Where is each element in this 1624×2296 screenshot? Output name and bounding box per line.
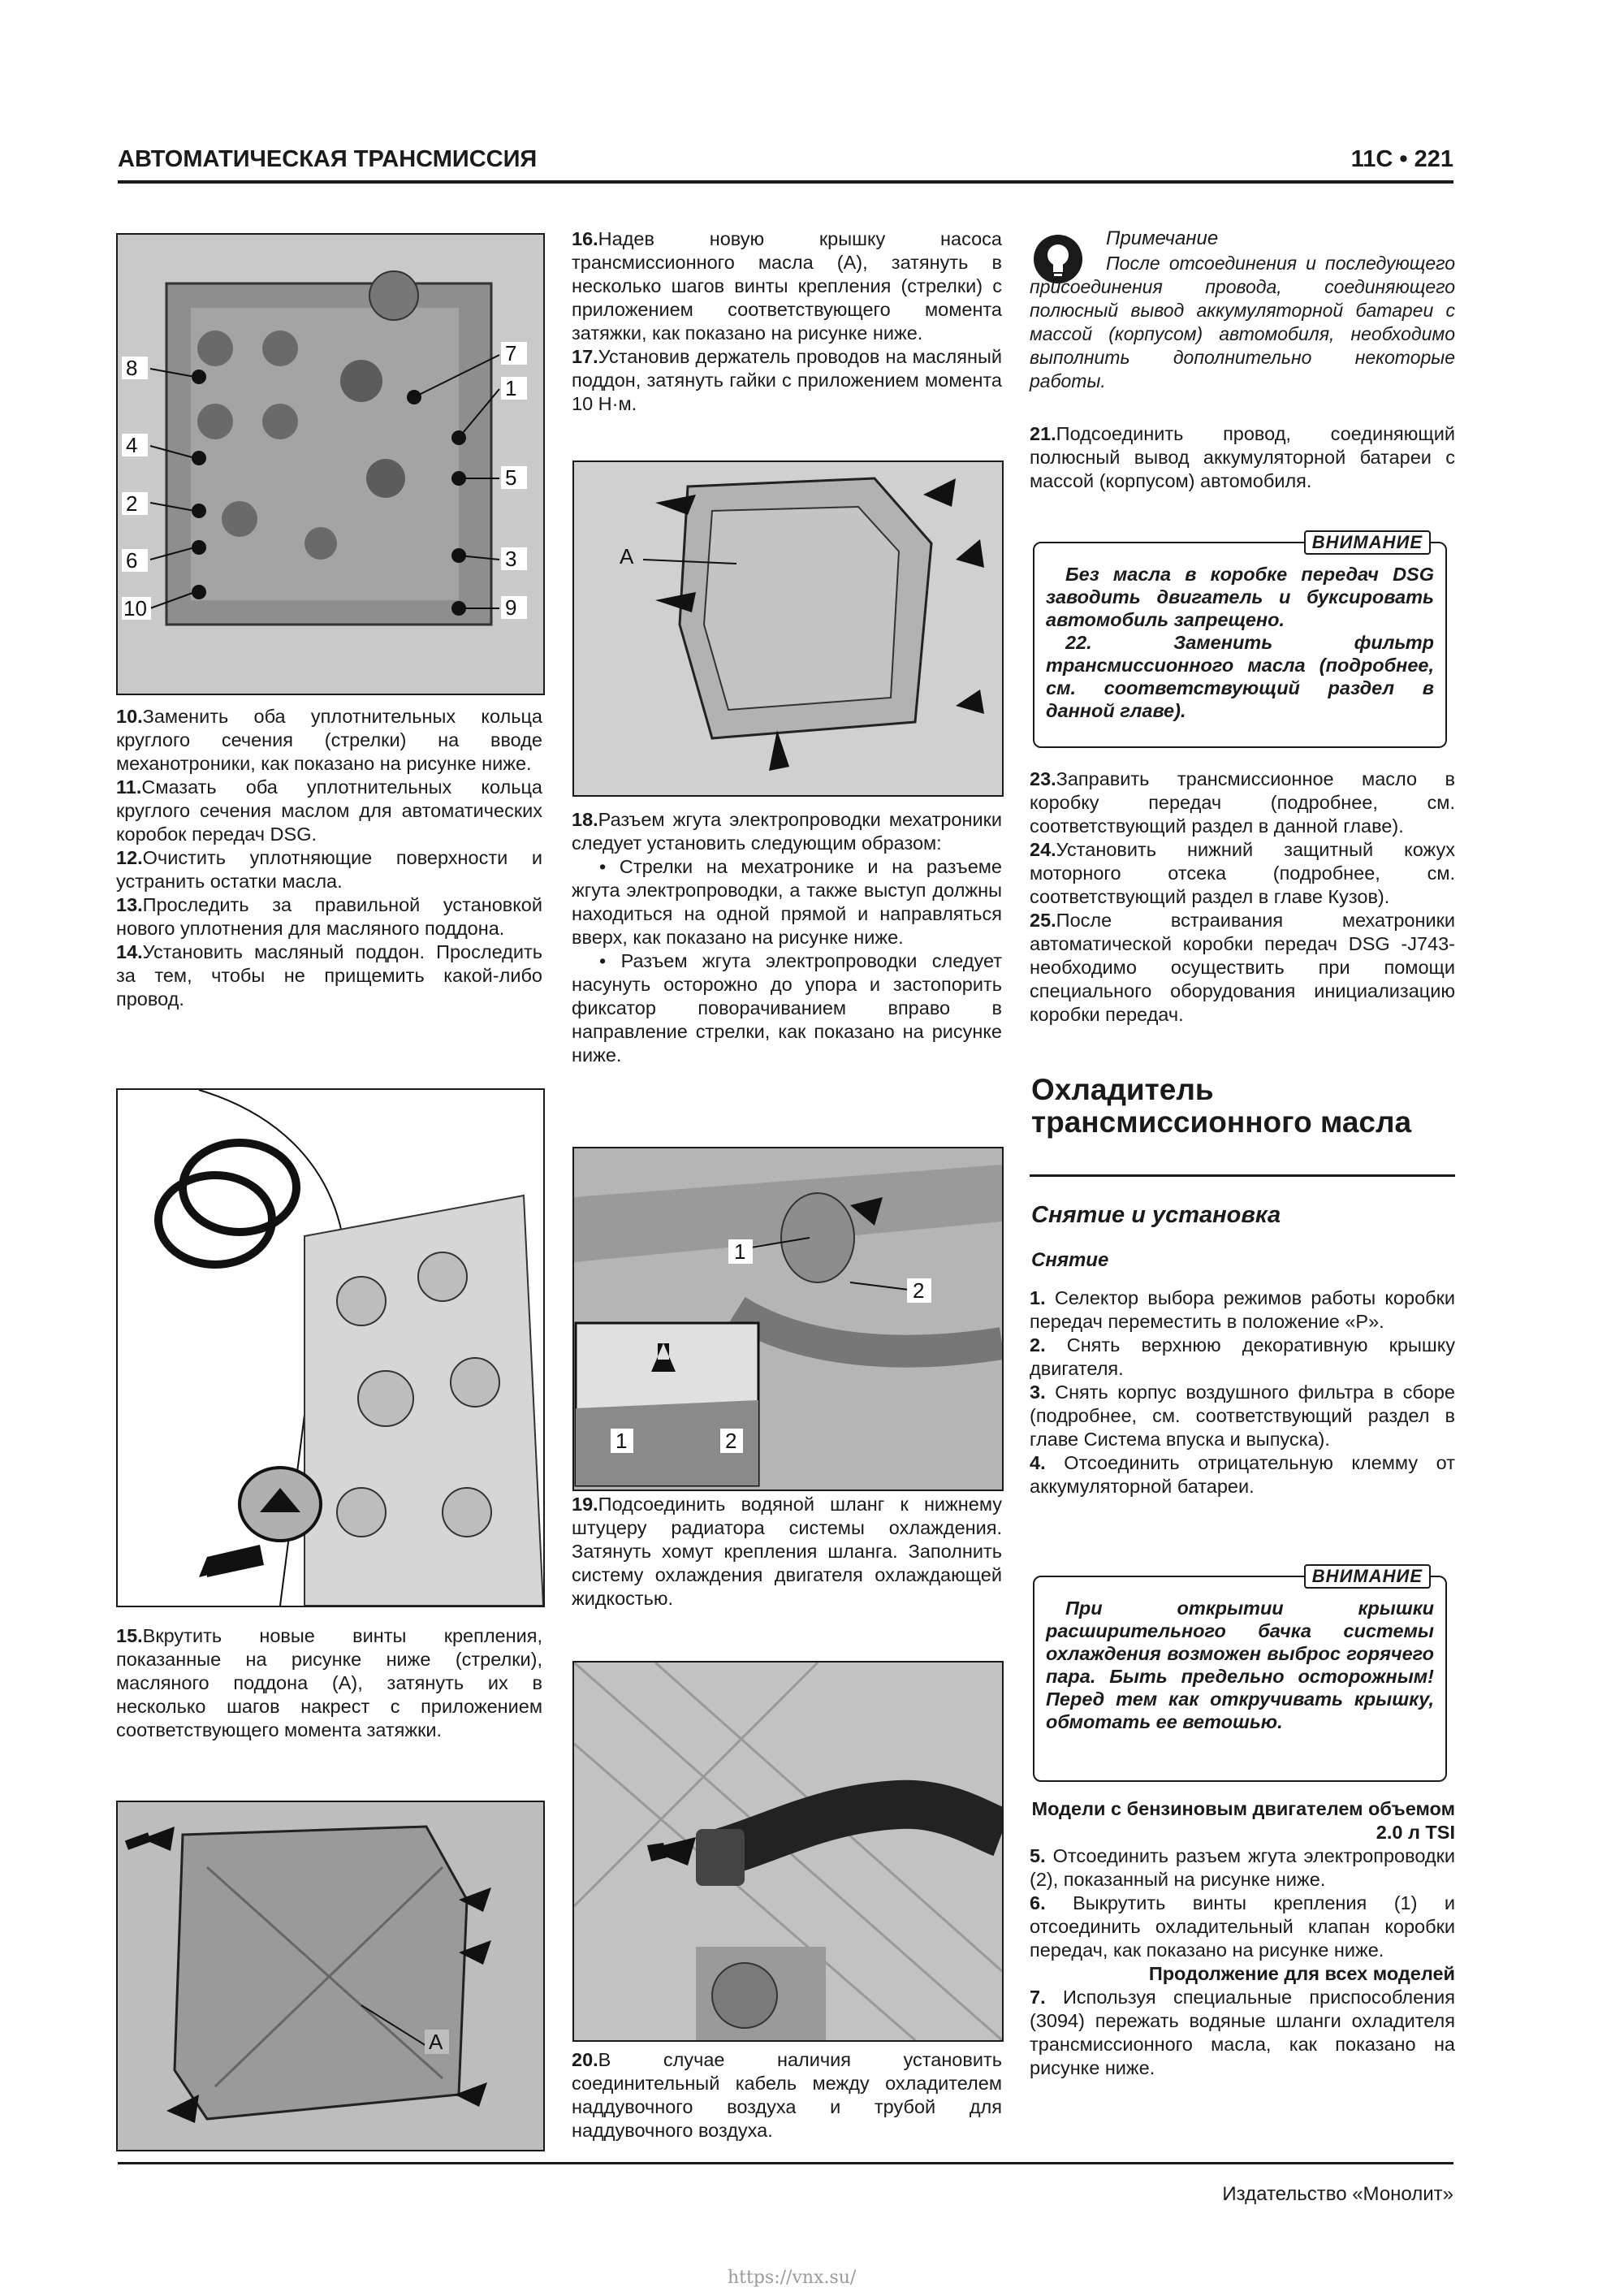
callout-1-inset: 1 [615,1429,628,1453]
figure-oil-pan-bolts [116,1801,545,2151]
step-11: 11.Смазать оба уплотнительных кольца круглого сечения маслом для автоматических коробок передач DSG. [116,776,542,845]
models-tsi-heading: Модели с бензиновым двигателем объемом 2.0 л TSI [1031,1798,1455,1843]
figure-connector [572,1147,1004,1491]
step-17: 17.Установив держатель проводов на масляный поддон, затянуть гайки с приложением момента 10 Н·м. [572,346,1002,414]
step-24: 24.Установить нижний защитный кожух моторного отсека (подробнее, см. соответствующий раздел в главе Кузов). [1030,839,1455,907]
note-text: После отсоединения и последующего присоединения провода, соединяющего полюсный вывод аккумуляторной батареи с массой (корпусом) автомобиля, необходимо выполнить дополнительно некоторые работы. [1030,253,1455,391]
column-left-text-2 [116,1624,542,1742]
callout-2-inset: 2 [725,1429,737,1453]
warning-box-2 [1033,1566,1447,1782]
callout-4: 4 [126,433,138,457]
figure-o-rings [116,1088,545,1607]
figure-mechatronic-bolts [116,233,545,695]
column-middle-text-2 [572,808,1002,1067]
callout-8: 8 [126,356,138,380]
models-all-heading: Продолжение для всех моделей [1148,1963,1455,1984]
subsection-removal: Снятие [1031,1249,1109,1271]
page-number: 11C • 221 [1350,146,1453,172]
warning-label-1: ВНИМАНИЕ [1304,530,1431,555]
publisher-name: Издательство «Монолит» [1222,2183,1453,2205]
step-12: 12.Очистить уплотняющие поверхности и устранить остатки масла. [116,847,542,892]
removal-step-6: 6. Выкрутить винты крепления (1) и отсоединить охладительный клапан коробки передач, как показано на рисунке ниже. [1030,1892,1456,1961]
column-right-text-2 [1030,767,1455,1027]
note-heading: Примечание [1106,227,1219,249]
footer-divider [118,2162,1453,2164]
removal-step-3: 3. Снять корпус воздушного фильтра в сборе (подробнее, см. соответствующий раздел в главе Система впуска и выпуска). [1030,1381,1455,1450]
step-23: 23.Заправить трансмиссионное масло в коробку передач (подробнее, см. соответствующий раздел в данной главе). [1030,768,1455,837]
column-middle-text-4 [572,2048,1002,2143]
step-10: 10.Заменить оба уплотнительных кольца круглого сечения (стрелки) на вводе механотроники, как показано на рисунке ниже. [116,706,542,774]
step-21: 21.Подсоединить провод, соединяющий полюсный вывод аккумуляторной батареи с массой (корпусом) автомобиля. [1030,423,1455,491]
removal-step-1: 1. Селектор выбора режимов работы коробки передач переместить в положение «P». [1030,1287,1456,1332]
figure-water-hose [572,1661,1004,2042]
removal-step-2: 2. Снять верхнюю декоративную крышку двигателя. [1030,1334,1455,1379]
callout-7: 7 [505,341,517,365]
warning-label-2: ВНИМАНИЕ [1304,1564,1431,1589]
step-18: 18.Разъем жгута электропроводки мехатроники следует установить следующим образом: [572,809,1002,854]
step-25: 25.После встраивания мехатроники автоматической коробки передач DSG -J743- необходимо осуществить при помощи специального оборудования инициализацию коробки передач. [1030,910,1455,1025]
note-box [1030,227,1455,398]
step-19: 19.Подсоединить водяной шланг к нижнему штуцеру радиатора системы охлаждения. Затянуть хомут крепления шланга. Заполнить систему охлаждения двигателя охлаждающей жидкостью. [572,1494,1002,1609]
bullet-lock: • Разъем жгута электропроводки следует насунуть осторожно до упора и застопорить фиксатор поворачиванием вправо в направление стрелки, как показано на рисунке ниже. [572,950,1002,1066]
callout-a-pan: A [429,2030,443,2054]
warning-text-2: При открытии крышки расширительного бачка системы охлаждения возможен выброс горячего пара. Быть предельно осторожным! Перед тем как откручивать крышку, обмотать ее ветошью. [1046,1598,1434,1732]
callout-6: 6 [126,548,138,573]
callout-1: 1 [505,376,517,400]
warning-box-1 [1033,532,1447,748]
section-divider [1030,1174,1455,1177]
column-left-text-1 [116,705,542,1011]
column-right-text-1 [1030,422,1455,493]
callout-10: 10 [123,596,147,620]
callout-2: 2 [126,491,138,516]
figure-pump-cover [572,460,1004,797]
callout-3: 3 [505,547,517,571]
section-title: Охладитель трансмиссионного масла [1031,1073,1412,1139]
step-16: 16.Надев новую крышку насоса трансмиссионного масла (А), затянуть в несколько шагов винты крепления (стрелки) с приложением соответствующего момента затяжки, как показано на рисунке ниже. [572,228,1002,344]
step-13: 13.Проследить за правильной установкой нового уплотнения для масляного поддона. [116,894,542,939]
chapter-title: АВТОМАТИЧЕСКАЯ ТРАНСМИССИЯ [118,146,538,172]
callout-5: 5 [505,465,517,490]
column-middle-text-3 [572,1493,1002,1611]
column-right-text-4 [1030,1797,1455,2080]
removal-step-4: 4. Отсоединить отрицательную клемму от аккумуляторной батареи. [1030,1452,1455,1497]
watermark-url[interactable]: https://vnx.su/ [728,2268,857,2288]
warning-text-1: Без масла в коробке передач DSG заводить двигатель и буксировать автомобиль запрещено. 22. Заменить фильтр трансмиссионного масла (подробнее, см. соответствующий раздел в данной главе). [1046,564,1434,721]
column-right-text-3 [1030,1286,1455,1498]
removal-step-7: 7. Используя специальные приспособления (3094) пережать водяные шланги охладителя трансмиссионного масла, как показано на рисунке ниже. [1030,1987,1455,2078]
bullet-alignment: • Стрелки на мехатронике и на разъеме жгута электропроводки, а также выступ должны находиться на одной прямой и направляться вверх, как показано на рисунке ниже. [572,856,1002,948]
callout-2-top: 2 [913,1278,925,1303]
step-20: 20.В случае наличия установить соединительный кабель между охладителем наддувочного воздуха и трубой для наддувочного воздуха. [572,2049,1002,2141]
subsection-title: Снятие и установка [1031,1202,1281,1228]
page-header [118,145,1453,184]
column-middle-text-1 [572,227,1002,416]
callout-1-top: 1 [734,1239,746,1264]
step-14: 14.Установить масляный поддон. Проследить за тем, чтобы не прищемить какой-либо провод. [116,941,542,1010]
callout-a-cover: A [620,544,634,569]
step-15: 15.Вкрутить новые винты крепления, показанные на рисунке ниже (стрелки), масляного поддона (А), затянуть их в несколько шагов накрест с приложением соответствующего момента затяжки. [116,1625,542,1740]
callout-9: 9 [505,595,517,620]
removal-step-5: 5. Отсоединить разъем жгута электропроводки (2), показанный на рисунке ниже. [1030,1845,1456,1890]
